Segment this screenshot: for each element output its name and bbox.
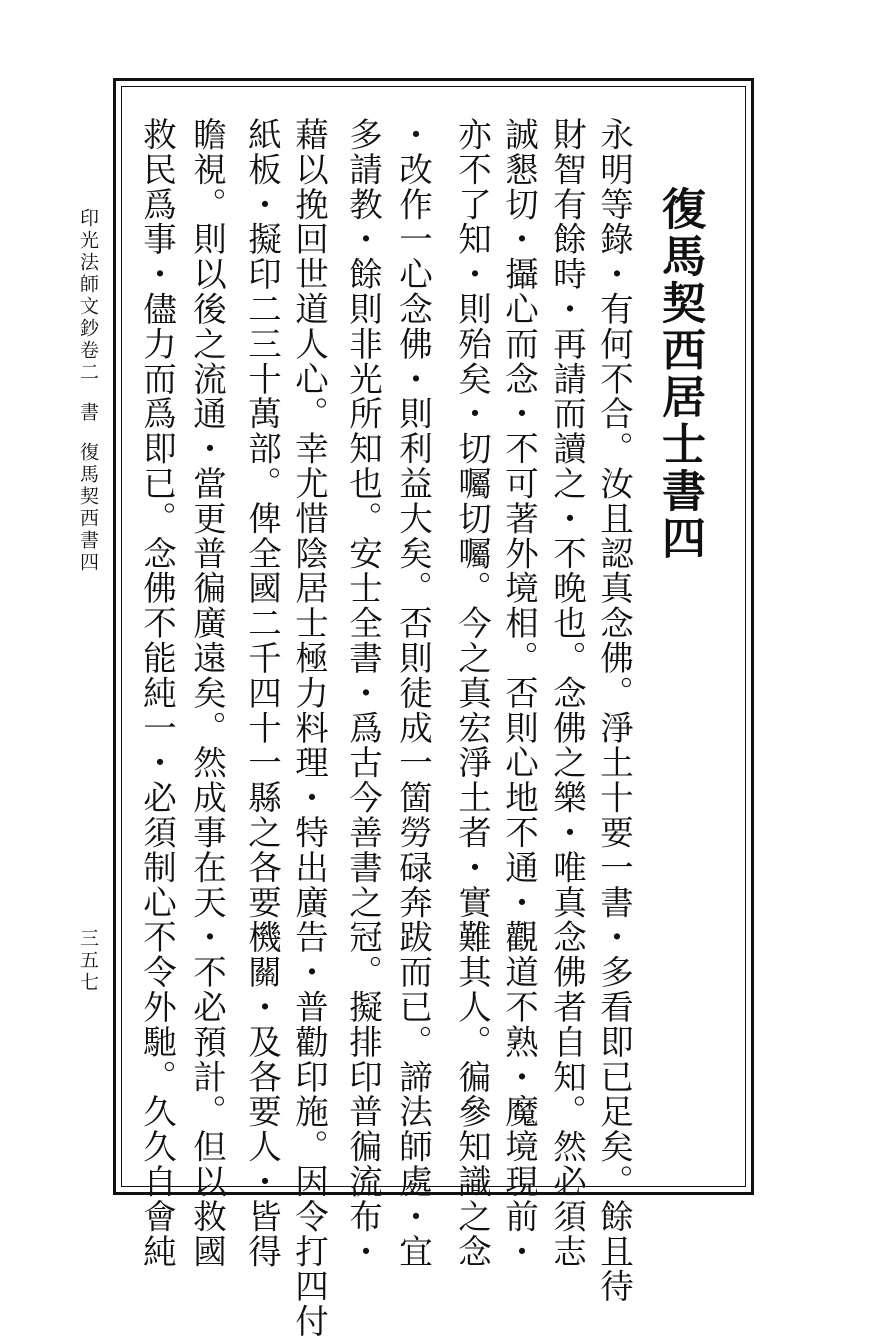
text-column-5: ・改作一心念佛・則利益大矣。否則徒成一箇勞碌奔跋而已。諦法師處・宜 bbox=[393, 117, 433, 1269]
text-column-2: 財智有餘時・再請而讀之・不晚也。念佛之樂・唯真念佛者自知。然必須志 bbox=[547, 117, 587, 1269]
text-column-10: 救民爲事・儘力而爲即已。念佛不能純一・必須制心不令外馳。久久自會純 bbox=[137, 117, 177, 1269]
margin-letter-title: 復馬契西書四 bbox=[77, 442, 99, 574]
text-column-9: 瞻視。則以後之流通・當更普徧廣遠矣。然成事在天・不必預計。但以救國 bbox=[187, 117, 227, 1269]
text-column-3: 誠懇切・攝心而念・不可著外境相。否則心地不通・觀道不熟・魔境現前・ bbox=[499, 117, 539, 1269]
letter-title: 復馬契西居士書四 bbox=[654, 186, 705, 562]
text-column-8: 紙板・擬印二三十萬部。俾全國二千四十一縣之各要機關・及各要人・皆得 bbox=[242, 117, 282, 1269]
text-column-4: 亦不了知・則殆矣・切囑切囑。今之真宏淨土者・實難其人。徧參知識之念 bbox=[452, 117, 492, 1269]
page-number: 三五七 bbox=[77, 928, 99, 994]
margin-section: 書 bbox=[77, 402, 99, 424]
text-column-1: 永明等錄・有何不合。汝且認真念佛。淨土十要一書・多看即已足矣。餘且待 bbox=[594, 117, 634, 1304]
text-column-7: 藉以挽回世道人心。幸尤惜陰居士極力料理・特出廣告・普勸印施。因令打四付 bbox=[289, 117, 329, 1339]
text-column-6: 多請教・餘則非光所知也。安士全書・爲古今善書之冠。擬排印普徧流布・ bbox=[343, 117, 383, 1269]
margin-book-title: 印光法師文鈔卷二 bbox=[77, 208, 99, 384]
margin-running-head bbox=[78, 208, 97, 574]
